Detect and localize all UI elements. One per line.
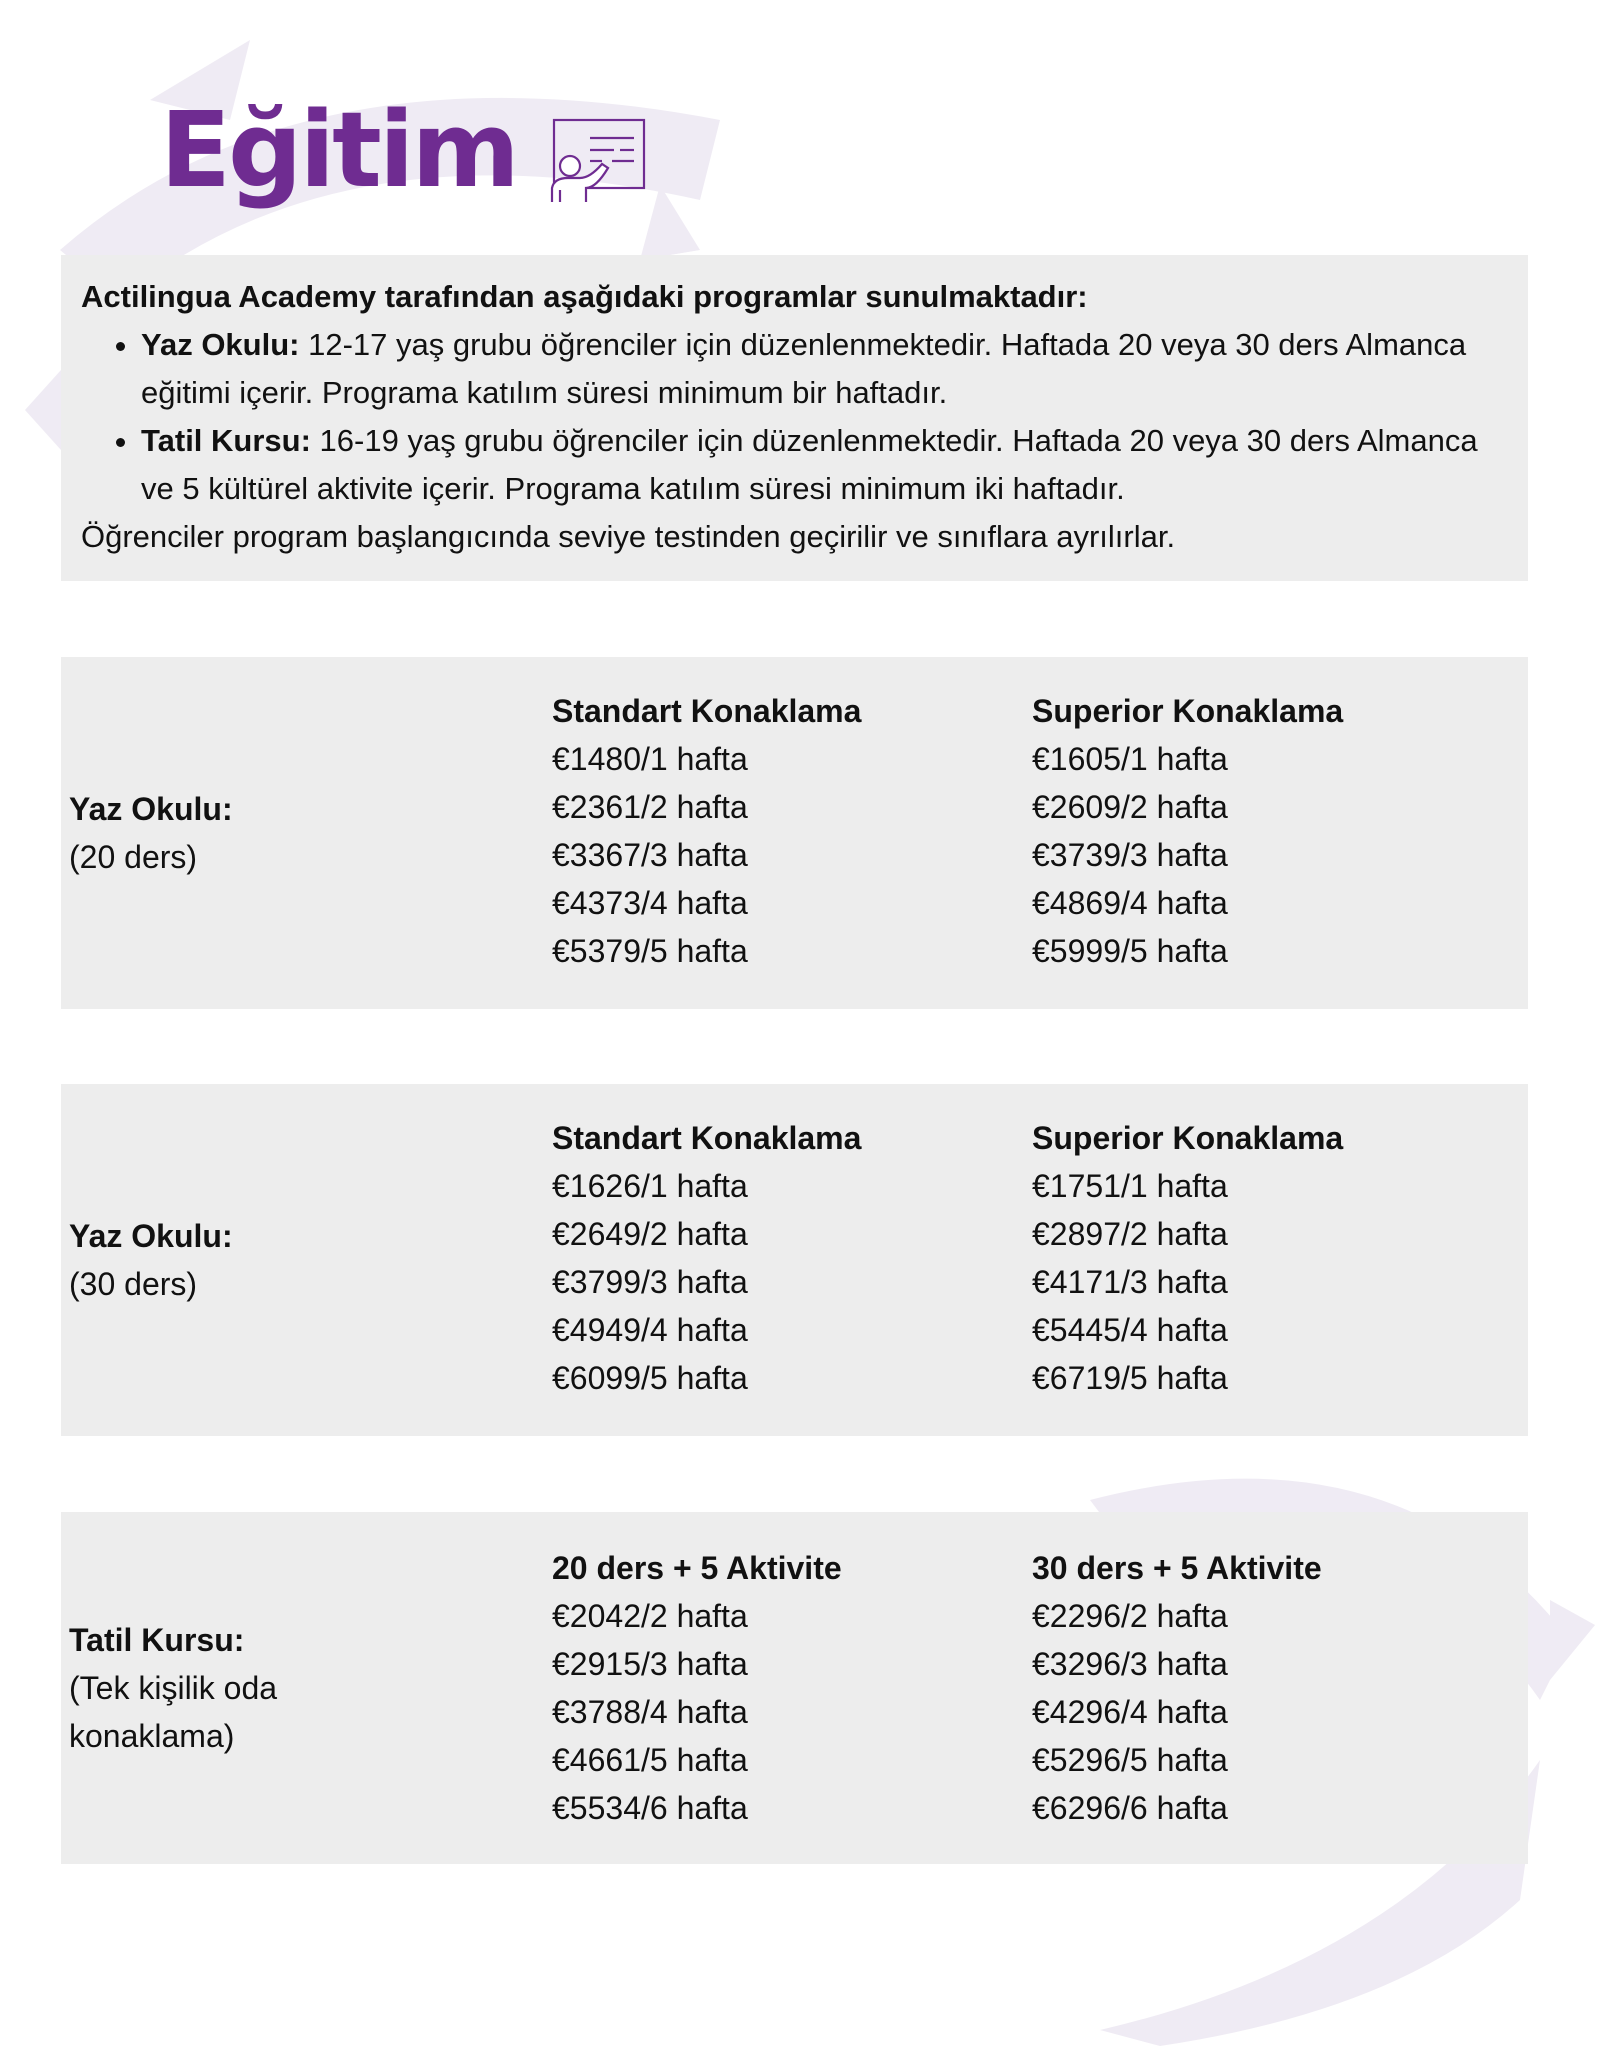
program-term: Yaz Okulu: — [141, 327, 300, 362]
price-column-standard — [552, 1084, 1032, 1436]
program-list — [81, 321, 1508, 513]
teacher-whiteboard-icon — [550, 118, 648, 203]
price-row: €4373/4 hafta — [552, 885, 748, 921]
price-row: €1751/1 hafta — [1032, 1168, 1228, 1204]
program-sublabel: (Tek kişilik oda konaklama) — [69, 1670, 278, 1754]
price-row: €2042/2 hafta — [552, 1598, 748, 1634]
price-row: €5999/5 hafta — [1032, 933, 1228, 969]
price-row: €6719/5 hafta — [1032, 1360, 1228, 1396]
price-row: €6099/5 hafta — [552, 1360, 748, 1396]
price-row: €4296/4 hafta — [1032, 1694, 1228, 1730]
column-header: Standart Konaklama — [552, 1120, 862, 1156]
program-item-tatil-kursu — [141, 417, 1508, 513]
program-sublabel: (20 ders) — [69, 839, 198, 875]
column-header: Standart Konaklama — [552, 693, 862, 729]
price-row: €4661/5 hafta — [552, 1742, 748, 1778]
price-row: €1605/1 hafta — [1032, 741, 1228, 777]
price-row: €3367/3 hafta — [552, 837, 748, 873]
price-row: €5445/4 hafta — [1032, 1312, 1228, 1348]
price-table-yaz-okulu-30 — [61, 1084, 1528, 1436]
price-column-superior — [1032, 657, 1512, 1009]
column-header: 30 ders + 5 Aktivite — [1032, 1550, 1322, 1586]
price-row: €1626/1 hafta — [552, 1168, 748, 1204]
program-name: Yaz Okulu: — [69, 791, 233, 827]
program-description: 16-19 yaş grubu öğrenciler için düzenlenmektedir. Haftada 20 veya 30 ders Almanca ve 5 kültürel aktivite içerir. Programa katılım süresi minimum iki haftadır. — [141, 423, 1478, 506]
price-row: €5379/5 hafta — [552, 933, 748, 969]
price-row: €1480/1 hafta — [552, 741, 748, 777]
column-header: Superior Konaklama — [1032, 693, 1344, 729]
program-sublabel: (30 ders) — [69, 1266, 198, 1302]
price-column-superior — [1032, 1084, 1512, 1436]
price-table-tatil-kursu — [61, 1512, 1528, 1864]
page-title: Eğitim — [160, 89, 517, 211]
price-row: €2361/2 hafta — [552, 789, 748, 825]
table-label — [69, 1084, 552, 1436]
price-column-20-ders — [552, 1512, 1032, 1864]
price-row: €2897/2 hafta — [1032, 1216, 1228, 1252]
column-header: Superior Konaklama — [1032, 1120, 1344, 1156]
price-column-30-ders — [1032, 1512, 1512, 1864]
price-row: €3296/3 hafta — [1032, 1646, 1228, 1682]
price-row: €2915/3 hafta — [552, 1646, 748, 1682]
price-row: €2296/2 hafta — [1032, 1598, 1228, 1634]
table-label — [69, 657, 552, 1009]
price-row: €4171/3 hafta — [1032, 1264, 1228, 1300]
program-description: 12-17 yaş grubu öğrenciler için düzenlenmektedir. Haftada 20 veya 30 ders Almanca eğitimi içerir. Programa katılım süresi minimum bir haftadır. — [141, 327, 1467, 410]
price-row: €4869/4 hafta — [1032, 885, 1228, 921]
price-column-standard — [552, 657, 1032, 1009]
intro-closing: Öğrenciler program başlangıcında seviye testinden geçirilir ve sınıflara ayrılırlar. — [81, 519, 1176, 554]
program-name: Yaz Okulu: — [69, 1218, 233, 1254]
price-row: €3739/3 hafta — [1032, 837, 1228, 873]
price-row: €3788/4 hafta — [552, 1694, 748, 1730]
intro-panel — [61, 255, 1528, 581]
column-header: 20 ders + 5 Aktivite — [552, 1550, 842, 1586]
intro-lead: Actilingua Academy tarafından aşağıdaki programlar sunulmaktadır: — [81, 279, 1088, 314]
program-term: Tatil Kursu: — [141, 423, 311, 458]
price-table-yaz-okulu-20 — [61, 657, 1528, 1009]
price-row: €4949/4 hafta — [552, 1312, 748, 1348]
price-row: €2609/2 hafta — [1032, 789, 1228, 825]
price-row: €2649/2 hafta — [552, 1216, 748, 1252]
program-name: Tatil Kursu: — [69, 1622, 245, 1658]
table-label — [69, 1512, 552, 1864]
price-row: €6296/6 hafta — [1032, 1790, 1228, 1826]
price-row: €3799/3 hafta — [552, 1264, 748, 1300]
price-row: €5534/6 hafta — [552, 1790, 748, 1826]
program-item-yaz-okulu — [141, 321, 1508, 417]
price-row: €5296/5 hafta — [1032, 1742, 1228, 1778]
arrow-head-right — [1550, 1600, 1595, 1680]
